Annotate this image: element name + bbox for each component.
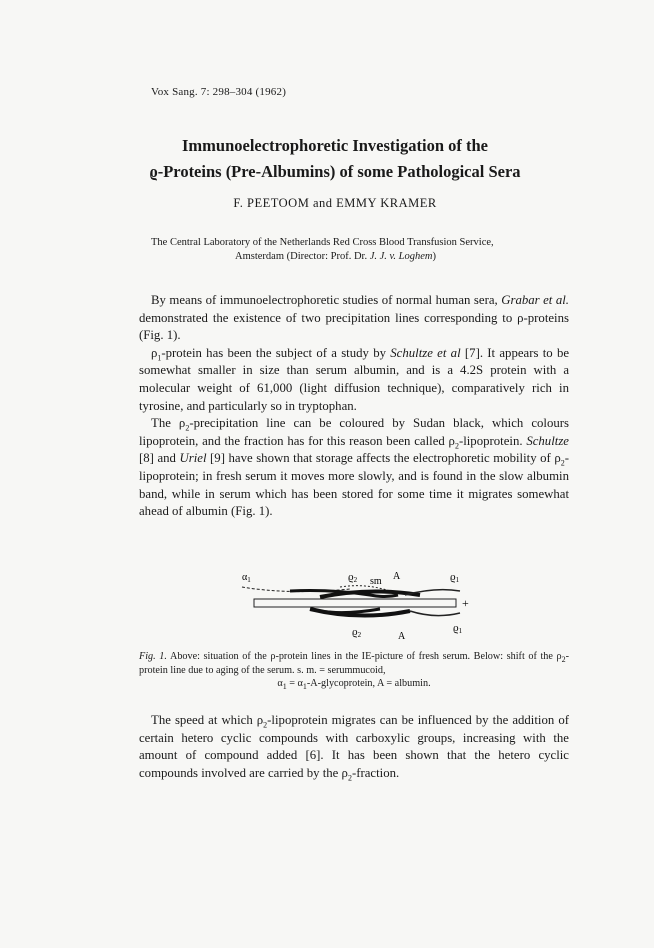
fig-arc-rho1-lower	[410, 611, 460, 616]
title-line-1: Immunoelectrophoretic Investigation of the	[182, 136, 488, 155]
authors	[120, 196, 550, 211]
para2-text-a: -protein has been the subject of a study by	[161, 345, 391, 360]
citation-schultze: Schultze	[526, 433, 569, 448]
fig-label-sm: sm	[370, 576, 382, 587]
para1-text-b: demonstrated the existence of two precipitation lines corresponding to ρ-proteins (Fig. 1).	[139, 310, 569, 343]
affiliation-line-2	[151, 250, 570, 264]
caption-l3-c: -A-glycoprotein, A = albumin.	[306, 678, 431, 689]
article-title	[120, 133, 550, 185]
para3-text-a: The ρ	[151, 416, 186, 431]
citation-uriel: Uriel	[179, 451, 207, 466]
director-name: J. J. v. Loghem	[369, 251, 433, 262]
para3-sub-3: 2	[560, 458, 565, 468]
para4-text-a: The speed at which ρ	[151, 713, 264, 727]
fig-label-rho1-bottom: ϱ1	[453, 622, 463, 635]
fig-label-alpha1: $\alpha_1$	[242, 572, 251, 584]
caption-line-3	[139, 677, 569, 691]
caption-l3-a: α	[277, 678, 283, 689]
author-2-surname-initial: K	[380, 196, 390, 210]
journal-citation: Vox Sang. 7: 298–304 (1962)	[151, 86, 287, 98]
affiliation-director-suffix: )	[432, 251, 437, 262]
caption-text-b: -protein line due to aging of the serum. s. m. = serummucoid,	[139, 651, 569, 676]
figure-1-diagram	[220, 565, 480, 645]
caption-sub: 2	[561, 655, 566, 665]
fig-label-rho2-top: ϱ2	[348, 571, 358, 584]
para4-sub-2: 2	[347, 773, 352, 783]
fig-trough	[254, 599, 456, 607]
affiliation-line-1: The Central Laboratory of the Netherlands Red Cross Blood Transfusion Service,	[151, 237, 494, 248]
caption-l3-sub2: 1	[302, 682, 307, 692]
fig-label-rho2-bottom: ϱ2	[352, 626, 362, 639]
title-rho-symbol: ϱ	[149, 162, 158, 181]
citation-schultze-et-al: Schultze et al	[390, 345, 461, 360]
para1-text-a: By means of immunoelectrophoretic studies of normal human sera,	[151, 293, 498, 307]
caption-l3-b: = α	[286, 678, 303, 689]
fig-label-albumin-bottom: A	[398, 631, 406, 642]
para4-text-b: -lipoprotein migrates can be influenced by the addition of certain hetero cyclic compounds with carboxylic groups, increasing with the amount of compound added [6]. It has been shown that the hetero cyclic compounds involved are carried by the ρ	[139, 713, 569, 780]
caption-l3-sub1: 1	[282, 682, 287, 692]
para2-sub: 1	[157, 353, 162, 363]
para4-sub-1: 2	[263, 720, 268, 730]
author-1-initial: F. P	[233, 196, 255, 210]
fig-arc-rho2-lower	[320, 609, 380, 613]
caption-figure-label: Fig. 1.	[139, 651, 167, 662]
para3-text-e: [9] have shown that storage affects the electrophoretic mobility of ρ	[206, 451, 561, 466]
affiliation	[151, 236, 570, 264]
para3-sub-2: 2	[454, 441, 459, 451]
para2-rho: ρ	[151, 345, 158, 360]
affiliation-director-prefix: Amsterdam (Director: Prof. Dr.	[235, 251, 370, 262]
para3-text-c: -lipoprotein.	[458, 433, 527, 448]
citation-grabar: Grabar et al.	[501, 293, 569, 307]
paragraph-3	[139, 415, 569, 521]
author-2-surname: RAMER	[389, 196, 437, 210]
author-2-firstname: MMY	[344, 196, 381, 210]
body-text-lower	[139, 712, 569, 782]
para3-text-d: [8] and	[139, 451, 180, 466]
para3-text-f: -lipoprotein; in fresh serum it moves more slowly, and is found in the slow albumin band, while in serum which has been stored for some time it migrates somewhat ahead of albumin (Fig. 1).	[139, 451, 570, 519]
caption-text-a: Above: situation of the ρ-protein lines in the IE-picture of fresh serum. Below: shift of the ρ	[166, 651, 562, 662]
fig-label-plus: +	[462, 596, 469, 610]
body-text-upper	[139, 292, 569, 521]
para3-text-b: -precipitation line can be coloured by Sudan black, which colours lipoprotein, and the fraction has for this reason been called ρ	[139, 416, 570, 448]
paragraph-2	[139, 345, 569, 415]
author-2-first-initial: E	[336, 196, 345, 210]
para3-sub-1: 2	[185, 423, 190, 433]
paragraph-1	[139, 292, 569, 345]
title-line-2: -Proteins (Pre-Albumins) of some Pathological Sera	[157, 162, 521, 181]
fig-label-rho1-top: ϱ1	[450, 571, 460, 584]
fig-label-albumin-top: A	[393, 571, 401, 582]
para2-text-b: [7]. It appears to be somewhat smaller in size than serum albumin, and is a 4.2S protein with a molecular weight of 61,000 (light diffusion technique), comparatively rich in tyrosine, and particularly so in tryptophan.	[139, 345, 570, 413]
paragraph-4	[139, 712, 569, 782]
para4-text-c: -fraction.	[351, 765, 400, 780]
author-1-surname: EETOOM	[254, 196, 310, 210]
authors-and: and	[309, 196, 337, 210]
figure-1-caption	[139, 650, 569, 691]
